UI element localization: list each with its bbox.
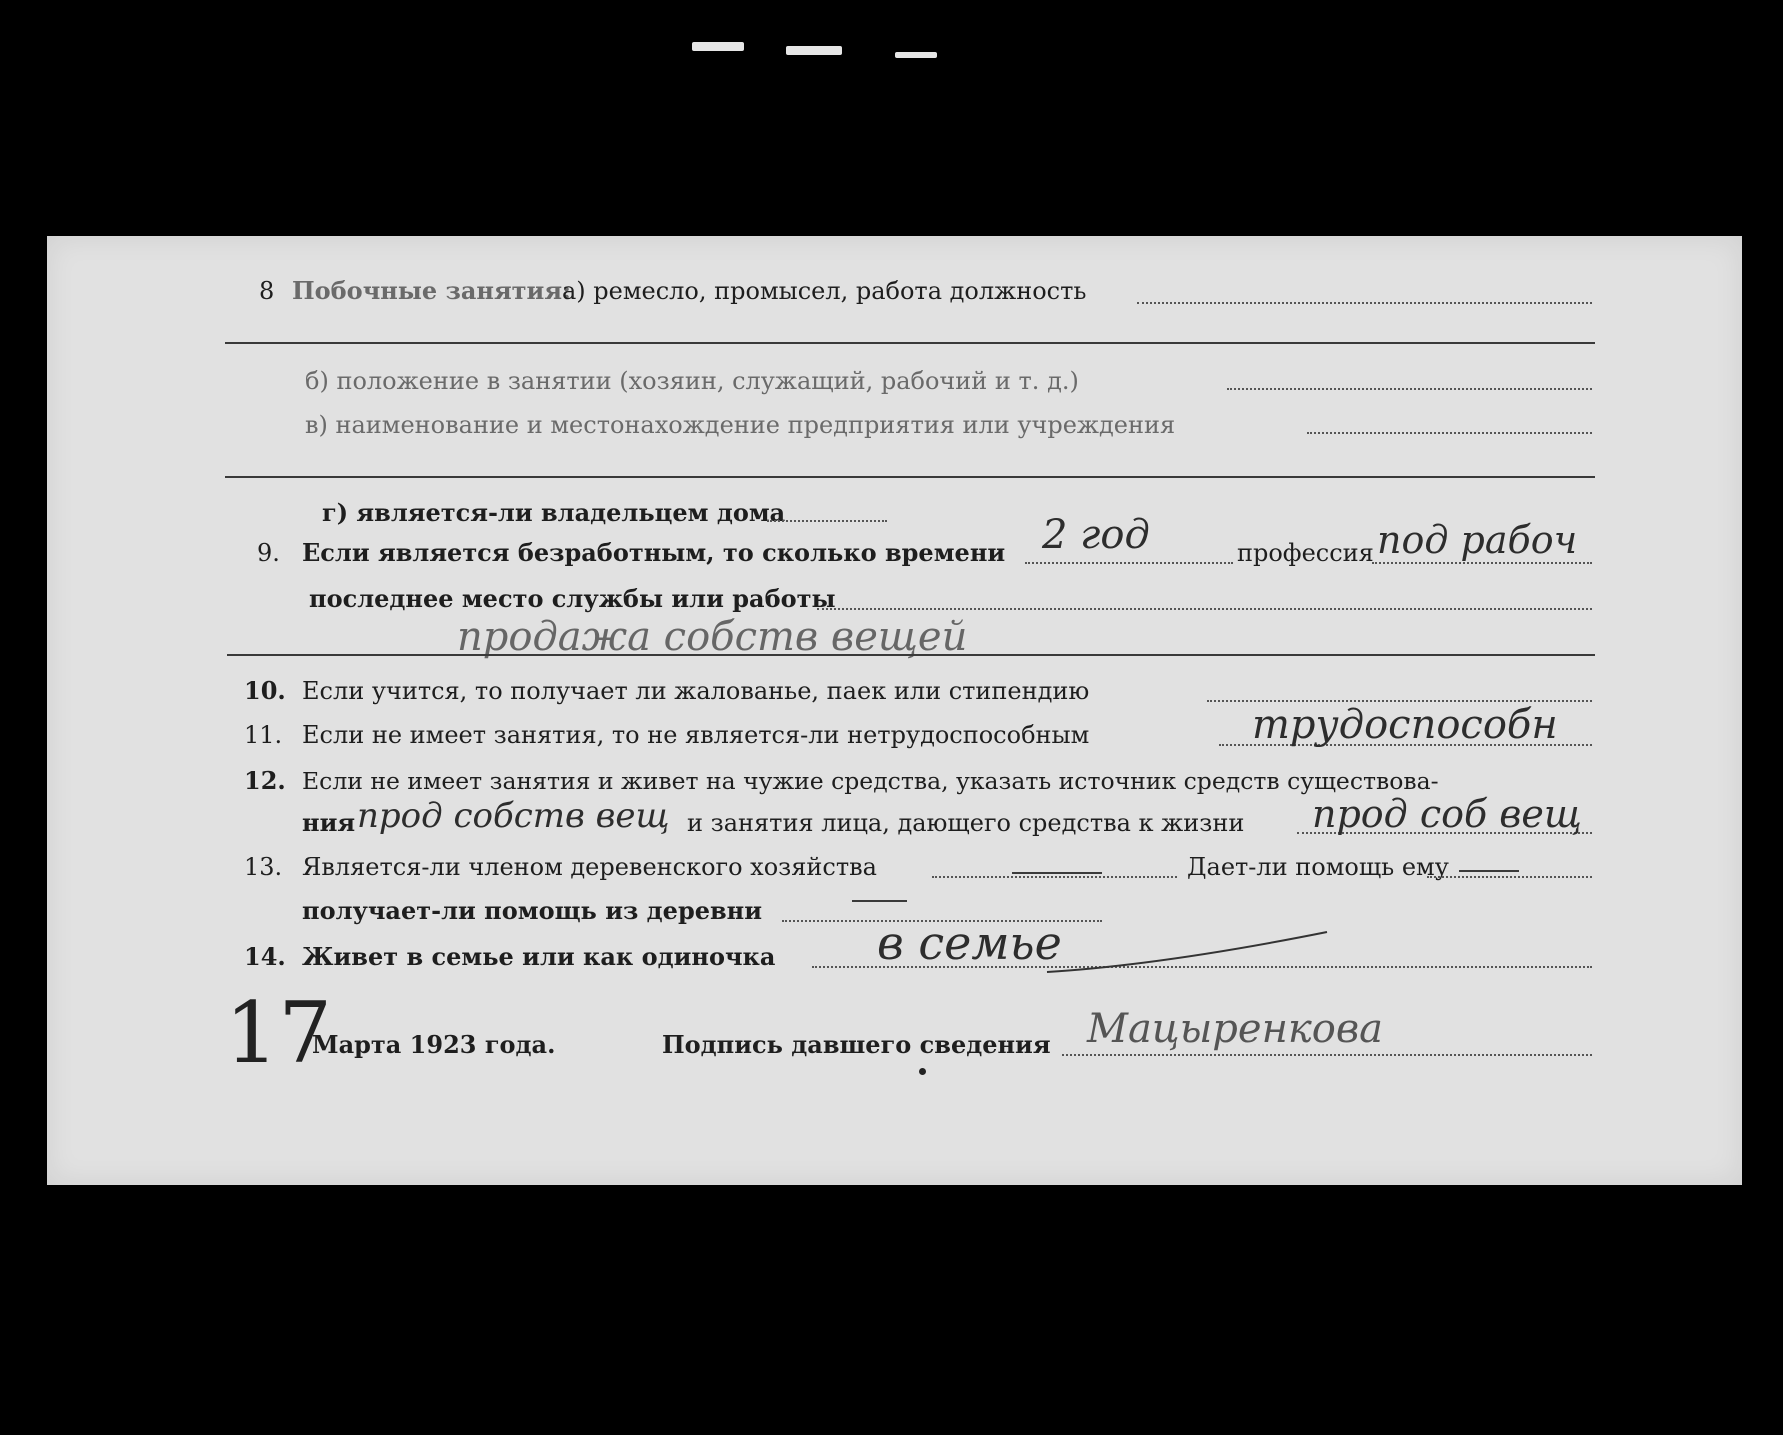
fill-line [1025, 562, 1233, 564]
q12-number: 12. [244, 766, 286, 795]
fill-line [1307, 432, 1592, 434]
fill-line [817, 608, 1592, 610]
q9-text: Если является безработным, то сколько времени [302, 538, 1006, 567]
q8-number: 8 [259, 277, 275, 305]
q10-number: 10. [244, 676, 286, 705]
q9-last-label: последнее место службы или работы [309, 584, 836, 613]
signature-label: Подпись давшего сведения [662, 1030, 1051, 1059]
fill-line [1372, 562, 1592, 564]
q9-last-handwritten: продажа собств вещей [457, 614, 968, 660]
q8b-text: б) положение в занятии (хозяин, служащий, рабочий и т. д.) [305, 367, 1079, 395]
q12-source-handwritten: прод собств вещ [357, 796, 670, 836]
dash-mark [1459, 870, 1519, 872]
q12-person-label: и занятия лица, дающего средства к жизни [687, 809, 1245, 837]
form-card [47, 236, 1742, 1185]
q9-profession-handwritten: под рабоч [1377, 518, 1578, 562]
fill-line [932, 876, 1177, 878]
q12-person-handwritten: прод соб вещ [1312, 792, 1582, 836]
ink-dot [919, 1068, 926, 1075]
q14-text: Живет в семье или как одиночка [302, 942, 776, 971]
q14-number: 14. [244, 942, 286, 971]
q13-help-label: Дает-ли помощь ему [1187, 853, 1449, 881]
q14-handwritten: в семье [877, 916, 1062, 970]
fill-line [1137, 302, 1592, 304]
q13-number: 13. [244, 853, 283, 881]
q14-flourish [1047, 922, 1347, 982]
fill-line [767, 520, 887, 522]
tape-fragment [895, 52, 937, 58]
q8-label: Побочные занятия: [292, 276, 571, 305]
dash-mark [1012, 872, 1102, 874]
q8g-text: г) является-ли владельцем дома [322, 498, 786, 527]
q8a-text: а) ремесло, промысел, работа должность [562, 277, 1087, 305]
q11-text: Если не имеет занятия, то не является-ли нетрудоспособным [302, 721, 1090, 749]
tape-fragment [692, 42, 744, 51]
q13-text: Является-ли членом деревенского хозяйства [302, 853, 877, 881]
q11-number: 11. [244, 721, 283, 749]
signature-handwritten: Мацыренкова [1087, 1006, 1384, 1052]
fill-line [225, 342, 1595, 344]
q9-time-handwritten: 2 год [1042, 512, 1150, 558]
q9-profession-label: профессия [1237, 539, 1374, 567]
tape-fragment [786, 46, 842, 55]
date-day-handwritten: 17 [225, 984, 332, 1082]
fill-line [1427, 876, 1592, 878]
fill-line [225, 476, 1595, 478]
fill-line [227, 654, 1595, 656]
q13-receive-label: получает-ли помощь из деревни [302, 896, 763, 925]
q9-number: 9. [257, 539, 280, 567]
fill-line [1062, 1054, 1592, 1056]
q12-continuation: ния [302, 808, 356, 837]
date-text: Марта 1923 года. [312, 1030, 556, 1059]
q12-text: Если не имеет занятия и живет на чужие средства, указать источник средств существова- [302, 767, 1439, 795]
dash-mark [852, 900, 907, 902]
fill-line [1227, 388, 1592, 390]
q11-handwritten: трудоспособн [1252, 702, 1558, 748]
q8v-text: в) наименование и местонахождение предприятия или учреждения [305, 411, 1176, 439]
q10-text: Если учится, то получает ли жалованье, паек или стипендию [302, 677, 1090, 705]
